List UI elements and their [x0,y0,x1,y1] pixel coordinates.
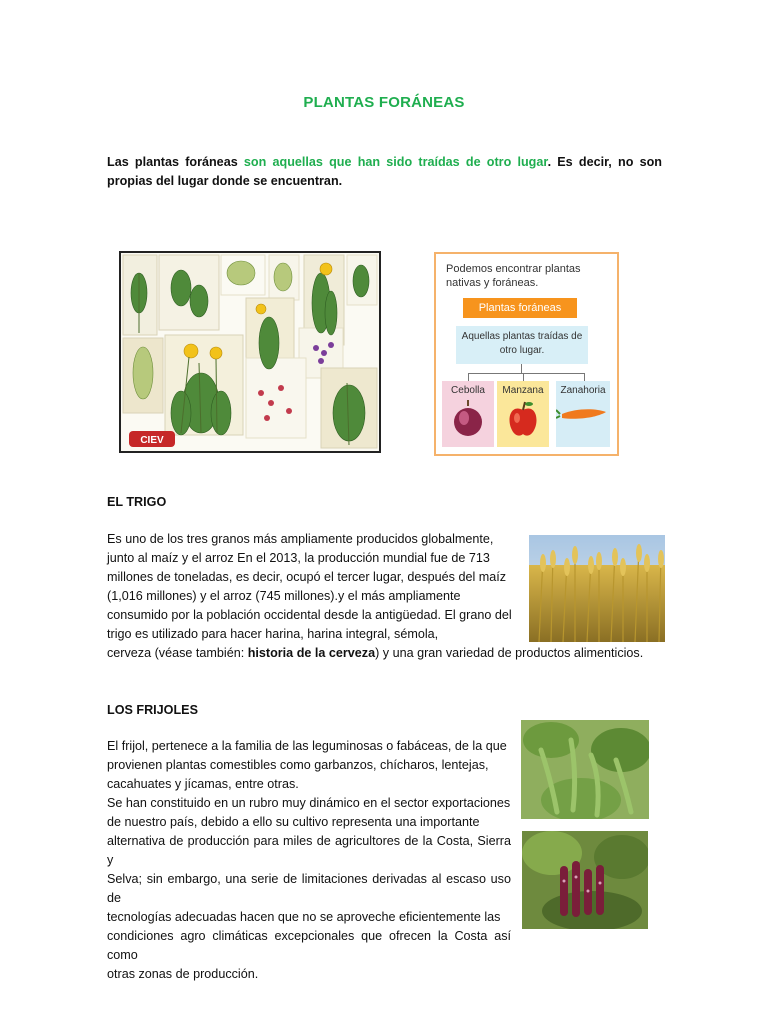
diagram-item-label: Manzana [502,385,544,396]
frijoles-line: tecnologías adecuadas hacen que no se aproveche eficientemente las [107,910,501,924]
frijoles-line: otras zonas de producción. [107,967,259,981]
bean-plant-photo [521,720,649,819]
diagram-item-cebolla [442,381,494,447]
intro-paragraph [107,153,662,191]
section-heading-frijoles: LOS FRIJOLES [107,703,198,717]
diagram-item-manzana [497,381,549,447]
trigo-last-line [107,644,667,663]
frijoles-line: Se han constituido en un rubro muy dinámico en el sector exportaciones [107,796,511,810]
green-beans-art [521,720,649,819]
diagram-intro: Podemos encontrar plantas nativas y foráneas. [446,263,581,289]
trigo-last-post: ) y una gran variedad de productos alimenticios. [375,646,644,660]
diagram-connector [523,373,524,381]
diagram-definition-box: Aquellas plantas traídas de otro lugar. [456,326,588,364]
trigo-last-pre: cerveza (véase también: [107,646,248,660]
wheat-field-art [529,535,665,642]
frijoles-line: El frijol, pertenece a la familia de las leguminosas o fabáceas, de la que [107,739,507,753]
onion-icon [442,396,494,440]
carrot-icon [556,396,610,440]
frijoles-paragraph [107,737,511,984]
diagram-connector [584,373,585,381]
diagram-connector [468,373,585,374]
wheat-photo [529,535,665,642]
intro-text-1: Las plantas foráneas [107,155,244,169]
diagram-connector [521,364,522,373]
page-title: PLANTAS FORÁNEAS [303,94,465,111]
diagram-top-box: Plantas foráneas [463,298,577,318]
frijoles-line: cacahuates y jícamas, entre otras. [107,777,299,791]
apple-icon [497,396,549,440]
trigo-line: millones de toneladas, es decir, ocupó el tercer lugar, después del maíz [107,570,507,584]
trigo-paragraph [107,530,522,644]
diagram-item-zanahoria [556,381,610,447]
red-beans-art [522,831,648,929]
trigo-line: Es uno de los tres granos más ampliamente producidos globalmente, [107,532,494,546]
collage-logo-text: CIEV [140,435,164,446]
frijoles-line: Selva; sin embargo, una serie de limitaciones derivadas al escaso uso de [107,872,511,905]
trigo-line: trigo es utilizado para hacer harina, harina integral, sémola, [107,627,439,641]
cerveza-history-link[interactable]: historia de la cerveza [247,646,376,660]
intro-text-2: . Es decir, no son propias del lugar donde se encuentran. [107,155,662,188]
diagram-item-label: Zanahoria [560,385,606,396]
plantas-foraneas-diagram [434,252,619,456]
trigo-line: (1,016 millones) y el arroz (745 millones).y el más ampliamente [107,589,461,603]
section-heading-trigo: EL TRIGO [107,495,167,509]
botanical-collage-art [121,253,379,451]
frijoles-line: alternativa de producción para miles de agricultores de la Costa, Sierra y [107,834,511,867]
diagram-item-label: Cebolla [451,385,485,396]
frijoles-line: provienen plantas comestibles como garbanzos, chícharos, lentejas, [107,758,489,772]
botanical-collage-image [119,251,381,453]
frijoles-line: de nuestro país, debido a ello su cultivo representa una importante [107,815,480,829]
red-beans-photo [522,831,648,929]
diagram-connector [468,373,469,381]
trigo-line: junto al maíz y el arroz En el 2013, la producción mundial fue de 713 [107,551,490,565]
trigo-line: consumido por la población occidental desde la antigüedad. El grano del [107,608,512,622]
intro-highlight: son aquellas que han sido traídas de otro lugar [243,155,548,169]
frijoles-line: condiciones agro climáticas excepcionales que ofrecen la Costa así como [107,929,511,962]
